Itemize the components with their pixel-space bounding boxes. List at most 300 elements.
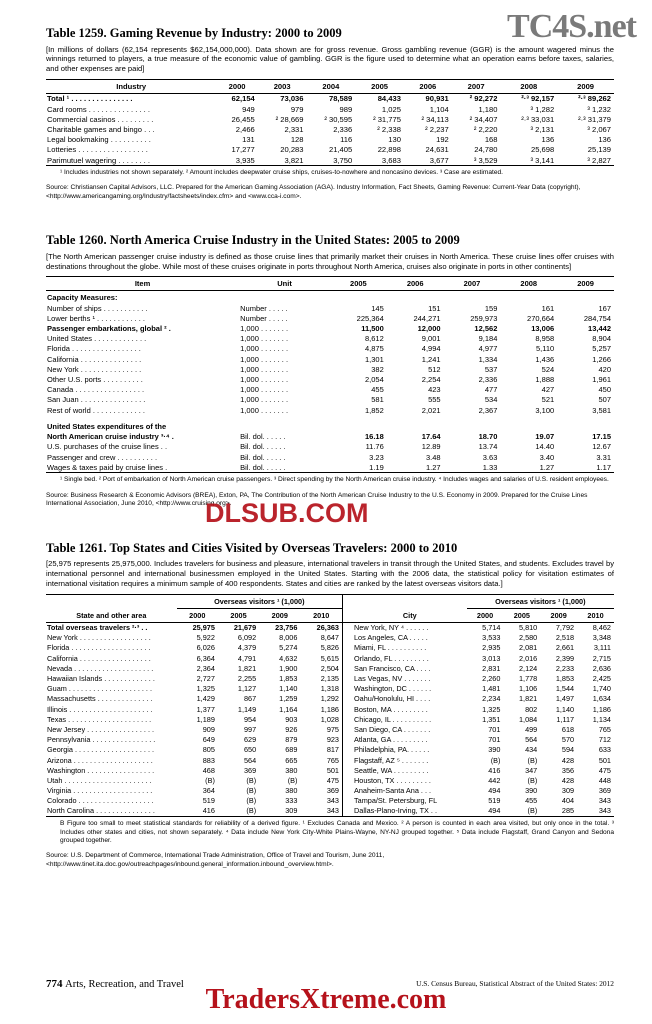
table-1260-title: Table 1260. North America Cruise Industry in the United States: 2005 to 2009: [46, 233, 460, 248]
city-cell-value: 1,821: [518, 694, 538, 704]
cell-value: 2,331: [284, 124, 304, 134]
col-header-year-5: 2007: [467, 81, 485, 91]
cell-value: ³ 3,529: [473, 155, 498, 165]
city-cell-value: 475: [598, 765, 611, 775]
state-cell-value: 369: [243, 765, 257, 775]
cell-value: 84,433: [377, 94, 401, 104]
cell-value: 2,336: [333, 124, 353, 134]
state-cell-value: 1,318: [320, 684, 339, 694]
row-unit: [239, 291, 330, 303]
row-unit: 1,000 . . . . . . .: [240, 364, 289, 374]
state-cell-value: 4,632: [279, 653, 298, 663]
page-number: 774: [46, 978, 63, 990]
state-cell-value: 5,274: [279, 643, 298, 653]
city-cell-value: 428: [561, 775, 575, 785]
cell-value: 16.18: [365, 432, 384, 442]
table-row: [46, 643, 614, 653]
column-divider-cell: [343, 643, 354, 653]
city-cell-value: 7,792: [555, 623, 575, 633]
city-cell-value: 1,544: [555, 684, 575, 694]
city-cell-value: 3,111: [593, 643, 611, 653]
city-cell-value: 2,260: [482, 674, 501, 684]
column-divider-cell: [343, 755, 354, 765]
table-row: [46, 374, 614, 384]
state-label: New York . . . . . . . . . . . . . . . . . .: [47, 633, 151, 643]
city-cell-value: 701: [488, 724, 501, 734]
city-label: Seattle, WA . . . . . . . . .: [354, 765, 429, 775]
cell-value: 19.07: [535, 432, 555, 442]
table-row: [46, 622, 614, 633]
cell-value: 17.15: [592, 432, 611, 442]
cell-value: 116: [340, 135, 353, 145]
city-cell-value: 1,186: [592, 704, 611, 714]
cell-value: 8,958: [535, 334, 555, 344]
state-cell-value: 333: [285, 796, 298, 806]
city-cell-value: (B): [527, 806, 538, 816]
cell-value: 151: [428, 303, 441, 313]
row-unit: 1,000 . . . . . . .: [240, 354, 289, 364]
cell-value: 3,683: [381, 155, 401, 165]
cell-value: 259,973: [470, 313, 498, 323]
cell-value: 21,405: [328, 145, 353, 155]
col-header-c-year-1: 2005: [513, 610, 530, 620]
row-unit: Bil. dol. . . . . .: [240, 442, 286, 452]
city-label: Las Vegas, NV . . . . . . .: [354, 674, 431, 684]
row-unit: 1,000 . . . . . . .: [240, 395, 289, 405]
state-cell-value: 1,186: [320, 704, 339, 714]
cell-value: ³ 2,067: [587, 124, 611, 134]
cell-value: ³ 1,232: [587, 104, 611, 114]
table-1260-footnotes: ¹ Single bed. ² Port of embarkation of North American cruise passengers. ³ Direct spending by the North American cruise industry. ⁴ Includes wages and salaries of U.S. resident employees.: [60, 476, 609, 484]
column-divider-cell: [343, 806, 354, 817]
state-label: Massachusetts . . . . . . . . . . . . . .: [47, 694, 153, 704]
cell-value: 90,931: [425, 94, 449, 104]
state-cell-value: 5,615: [320, 653, 339, 663]
city-cell-value: 8,462: [592, 623, 611, 633]
row-unit: 1,000 . . . . . . .: [240, 324, 289, 333]
state-cell-value: 1,377: [196, 704, 215, 714]
state-cell-value: 805: [202, 745, 215, 755]
col-header-city: City: [402, 610, 417, 620]
cell-value: 192: [436, 135, 449, 145]
row-label: Card rooms . . . . . . . . . . . . . . .: [47, 104, 150, 114]
cell-value: ²·³ 89,262: [578, 94, 611, 104]
cell-value: ² 92,272: [469, 94, 498, 104]
city-cell-value: 2,831: [482, 663, 501, 673]
city-cell-value: 285: [561, 806, 575, 816]
table-row: [46, 755, 614, 765]
cell-value: 3,750: [333, 155, 353, 165]
state-cell-value: 1,189: [196, 714, 215, 724]
row-label: Capacity Measures:: [47, 293, 118, 303]
city-cell-value: 2,233: [555, 663, 575, 673]
city-cell-value: 5,714: [482, 623, 501, 633]
city-cell-value: 1,325: [482, 704, 501, 714]
row-label: Florida . . . . . . . . . . . . . . . . .: [47, 344, 141, 354]
cell-value: 12,562: [474, 324, 498, 333]
table-1261-footnotes: B Figure too small to meet statistical standards for reliability of a derived figure. ¹ Excludes Canada and Mexico. ² A person is counted in each area visited, but only once in the total. ³ Includes other states and cities, not shown separately. ⁴ Data include New York City-White Plains-Wayne, NY-NJ grouped together. ⁵ Data include Flagstaff, Grand Canyon and Sedona grouped together.: [60, 820, 614, 845]
table-row: [46, 462, 614, 473]
row-label: Other U.S. ports . . . . . . . . . .: [47, 374, 143, 384]
state-cell-value: 1,149: [237, 704, 257, 714]
cell-value: 949: [242, 104, 255, 114]
cell-value: 1,025: [381, 104, 401, 114]
cell-value: 3.63: [482, 452, 498, 462]
state-cell-value: 1,821: [237, 663, 257, 673]
city-cell-value: 455: [525, 796, 538, 806]
cell-value: ²·³ 92,157: [521, 94, 555, 104]
cell-value: 3,821: [284, 155, 304, 165]
table-1261: [46, 594, 614, 818]
state-cell-value: 909: [202, 724, 215, 734]
cell-value: 537: [484, 364, 498, 374]
table-row: [46, 653, 614, 663]
state-cell-value: (B): [246, 775, 257, 785]
city-cell-value: 448: [598, 775, 611, 785]
cell-value: 131: [242, 135, 255, 145]
watermark-top-right: TC4S.net: [507, 8, 636, 45]
cell-value: 477: [484, 385, 498, 395]
row-label: Charitable games and bingo . . .: [47, 124, 155, 134]
cell-value: 130: [388, 135, 401, 145]
col-header-state: State and other area: [76, 610, 147, 620]
state-cell-value: 650: [243, 745, 257, 755]
column-divider-cell: [343, 724, 354, 734]
cell-value: 555: [428, 395, 441, 405]
col-header-1260-year-1: 2006: [406, 279, 424, 289]
cell-value: 1.17: [596, 462, 611, 472]
cell-value: 9,184: [478, 334, 498, 344]
city-cell-value: 633: [598, 745, 611, 755]
row-label: Canada . . . . . . . . . . . . . . . . .: [47, 385, 145, 395]
state-cell-value: 689: [285, 745, 298, 755]
cell-value: 1,180: [478, 104, 498, 114]
table-row: [46, 114, 614, 124]
table-1261-headnote: [25,975 represents 25,975,000. Includes travelers for business and pleasure, international travelers in transit through the United States, and students. Excludes travel by international personnel and international businessmen employed in the United States. Starting with the 2006 data, the statistical policy for visitation estimates of international visitation requires a minimum sample of 400 respondents. States and cities are ranked by the latest overseas visitors data.]: [46, 559, 614, 588]
state-cell-value: 1,164: [279, 704, 298, 714]
city-cell-value: (B): [527, 775, 538, 785]
city-cell-value: 2,580: [518, 633, 538, 643]
city-cell-value: 1,117: [556, 714, 575, 724]
state-cell-value: 997: [243, 724, 257, 734]
state-cell-value: 23,756: [275, 623, 298, 633]
city-label: Flagstaff, AZ ⁵ . . . . . . .: [354, 755, 429, 765]
row-label: San Juan . . . . . . . . . . . . . . . .: [47, 395, 146, 405]
cell-value: 423: [428, 385, 441, 395]
cell-value: 2,021: [421, 405, 441, 415]
cell-value: 13.74: [478, 442, 498, 452]
col-header-item: Item: [134, 279, 151, 289]
row-label: North American cruise industry ³·⁴ .: [47, 432, 174, 442]
state-cell-value: 475: [326, 775, 339, 785]
table-row: [46, 432, 614, 442]
state-cell-value: 1,853: [279, 674, 298, 684]
state-cell-value: 1,292: [320, 694, 339, 704]
state-cell-value: 6,092: [237, 633, 257, 643]
table-1260-section: [46, 233, 614, 508]
state-cell-value: 8,647: [320, 633, 339, 643]
cell-value: ² 31,775: [373, 114, 401, 124]
cell-value: 128: [290, 135, 304, 145]
state-cell-value: 468: [202, 765, 215, 775]
table-row: [46, 124, 614, 134]
cell-value: [330, 420, 387, 432]
state-cell-value: 765: [326, 755, 339, 765]
row-unit: Bil. dol. . . . . .: [240, 432, 286, 442]
cell-value: 420: [598, 364, 611, 374]
cell-value: ³ 2,827: [587, 155, 611, 165]
table-1261-source: Source: U.S. Department of Commerce, International Trade Administration, Office of Travel and Tourism, June 2011, <http://www.tinet.ita.doc.gov/outreachpages/inbound.general_information.inbound_overview.html>.: [46, 852, 385, 868]
row-label: Lotteries . . . . . . . . . . . . . . . . .: [47, 145, 148, 155]
table-row: [46, 704, 614, 714]
cell-value: ² 34,407: [469, 114, 498, 124]
city-cell-value: 1,084: [518, 714, 538, 724]
state-cell-value: 2,364: [196, 663, 215, 673]
cell-value: 11,500: [361, 324, 384, 333]
col-header-1260-year-3: 2008: [520, 279, 538, 289]
state-cell-value: 903: [285, 714, 298, 724]
city-cell-value: 1,634: [592, 694, 611, 704]
table-row: [46, 796, 614, 806]
table-row: [46, 354, 614, 364]
state-cell-value: 5,922: [196, 633, 215, 643]
cell-value: 2,254: [421, 374, 441, 384]
column-divider-cell: [343, 684, 354, 694]
state-cell-value: 975: [326, 724, 339, 734]
row-label: Parimutuel wagering . . . . . . . .: [47, 155, 150, 165]
city-cell-value: 1,351: [482, 714, 501, 724]
city-cell-value: 309: [561, 786, 575, 796]
table-row: [46, 673, 614, 683]
watermark-bottom: TradersXtreme.com: [205, 984, 447, 1015]
table-1259-source: Source: Christiansen Capital Advisors, LLC. Prepared for the American Gaming Association (AGA). Industry Information, Fact Sheets, Gaming Revenue: Current-Year Data (copyright), <http://www.americangaming.org/Industry/factsheets/index.cfm> and <www.cca-i.com>.: [46, 184, 581, 200]
state-label: Utah . . . . . . . . . . . . . . . . . . . . . .: [47, 775, 152, 785]
col-header-year-4: 2006: [419, 81, 437, 91]
city-label: New York, NY ⁴ . . . . . .: [354, 623, 429, 633]
table-row: [46, 395, 614, 405]
cell-value: 136: [598, 135, 611, 145]
cell-value: 512: [428, 364, 441, 374]
cell-value: 8,904: [592, 334, 611, 344]
city-label: Orlando, FL . . . . . . . . .: [354, 653, 429, 663]
table-row: [46, 694, 614, 704]
table-row: [46, 334, 614, 344]
cell-value: 22,898: [377, 145, 401, 155]
col-header-year-6: 2008: [520, 81, 538, 91]
table-1260-headnote: [The North American passenger cruise industry is defined as those cruise lines that primarily market their cruises in North America. These cruise lines offer cruises with destinations throughout the globe. While most of these cruises originate in ports throughout North America, cruises also originate in ports in other continents]: [46, 252, 614, 271]
state-cell-value: 380: [285, 786, 298, 796]
state-label: Georgia . . . . . . . . . . . . . . . . . . . .: [47, 745, 155, 755]
col-header-1260-year-0: 2005: [350, 279, 367, 289]
state-cell-value: 817: [326, 745, 339, 755]
state-cell-value: 926: [285, 724, 298, 734]
city-cell-value: 765: [598, 724, 611, 734]
table-row: [46, 786, 614, 796]
col-header-1260-year-4: 2009: [577, 279, 594, 289]
cell-value: 62,154: [231, 94, 255, 104]
city-cell-value: 2,124: [518, 663, 538, 673]
city-label: Atlanta, GA . . . . . . . . .: [354, 735, 428, 745]
cell-value: 8,612: [365, 334, 384, 344]
city-label: Oahu/Honolulu, HI . . . .: [354, 694, 431, 704]
state-cell-value: (B): [246, 786, 257, 796]
cell-value: 1.19: [369, 462, 384, 472]
state-label: Pennsylvania . . . . . . . . . . . . . . . .: [47, 735, 156, 745]
cell-value: 507: [598, 395, 611, 405]
cell-value: ² 28,669: [275, 114, 304, 124]
state-cell-value: 364: [202, 786, 215, 796]
column-divider-cell: [343, 745, 354, 755]
row-unit: [239, 420, 330, 432]
state-label: New Jersey . . . . . . . . . . . . . . . . .: [47, 724, 155, 734]
table-row: [46, 806, 614, 817]
table-1259-section: [46, 26, 614, 201]
cell-value: [387, 291, 444, 303]
city-cell-value: 3,533: [482, 633, 501, 643]
column-divider-cell: [343, 622, 354, 633]
row-unit: 1,000 . . . . . . .: [240, 334, 289, 344]
cell-value: 17.64: [421, 432, 441, 442]
col-header-year-0: 2000: [228, 81, 246, 91]
state-cell-value: 2,504: [320, 663, 339, 673]
row-label: Rest of world . . . . . . . . . . . . .: [47, 405, 145, 415]
state-cell-value: 1,900: [279, 663, 298, 673]
cell-value: ² 2,237: [425, 124, 449, 134]
city-cell-value: 2,935: [482, 643, 501, 653]
table-row: [46, 765, 614, 775]
cell-value: 581: [371, 395, 384, 405]
col-header-year-3: 2005: [371, 81, 389, 91]
state-cell-value: 25,975: [192, 623, 215, 633]
state-cell-value: 1,429: [196, 694, 215, 704]
state-cell-value: 1,325: [196, 684, 215, 694]
table-row: [46, 420, 614, 432]
state-cell-value: 26,363: [316, 623, 339, 633]
cell-value: 1,436: [535, 354, 555, 364]
table-row: [46, 364, 614, 374]
city-label: San Diego, CA . . . . . . .: [354, 724, 431, 734]
city-cell-value: 1,106: [518, 684, 538, 694]
state-cell-value: 4,379: [237, 643, 257, 653]
state-cell-value: 1,127: [237, 684, 257, 694]
cell-value: 3.31: [596, 452, 611, 462]
row-label: Total ¹ . . . . . . . . . . . . . . .: [47, 94, 133, 104]
city-cell-value: 2,425: [592, 674, 611, 684]
city-cell-value: 2,016: [518, 653, 538, 663]
city-cell-value: 1,481: [482, 684, 501, 694]
table-row: [46, 442, 614, 452]
table-row: [46, 385, 614, 395]
row-label: Wages & taxes paid by cruise lines .: [47, 462, 168, 472]
cell-value: 270,664: [527, 313, 555, 323]
city-cell-value: 2,661: [555, 643, 575, 653]
city-cell-value: 494: [488, 786, 501, 796]
cell-value: 534: [484, 395, 498, 405]
cell-value: 3.40: [539, 452, 555, 462]
state-cell-value: 6,026: [196, 643, 215, 653]
cell-value: 18.70: [478, 432, 498, 442]
cell-value: 1,301: [365, 354, 384, 364]
cell-value: 13,442: [588, 324, 611, 333]
city-cell-value: 712: [598, 735, 611, 745]
table-row: [46, 155, 614, 166]
row-label: California . . . . . . . . . . . . . . .: [47, 354, 142, 364]
cell-value: 1,241: [421, 354, 441, 364]
table-row: [46, 291, 614, 303]
cell-value: 979: [290, 104, 304, 114]
state-cell-value: 4,791: [237, 653, 257, 663]
city-cell-value: 3,013: [482, 653, 501, 663]
cell-value: 1.27: [425, 462, 441, 472]
city-label: Anaheim-Santa Ana . . .: [354, 786, 432, 796]
table-row: [46, 633, 614, 643]
city-cell-value: 5,810: [518, 623, 538, 633]
city-cell-value: 343: [598, 796, 611, 806]
row-label: United States . . . . . . . . . . . . .: [47, 334, 147, 344]
cell-value: ² 2,220: [473, 124, 498, 134]
city-cell-value: 1,778: [518, 674, 538, 684]
col-header-year-1: 2003: [273, 81, 291, 91]
state-cell-value: 879: [285, 735, 298, 745]
table-row: [46, 724, 614, 734]
city-label: Tampa/St. Petersburg, FL: [354, 796, 438, 806]
state-cell-value: 2,255: [237, 674, 257, 684]
cell-value: 145: [371, 303, 384, 313]
row-unit: 1,000 . . . . . . .: [240, 405, 289, 415]
cell-value: [500, 291, 557, 303]
cell-value: ³ 3,141: [530, 155, 555, 165]
cell-value: ² 34,113: [421, 114, 449, 124]
city-cell-value: 404: [561, 796, 575, 806]
table-1260-source: Source: Business Research & Economic Advisors (BREA), Exton, PA, The Contribution of the North American Cruise Industry to the U.S. Economy in 2009. Prepared for the Cruise Lines International Association, June 2010, <http://www.cruising.org>.: [46, 491, 588, 508]
column-divider-cell: [343, 796, 354, 806]
column-divider-cell: [343, 714, 354, 724]
state-cell-value: 369: [326, 786, 339, 796]
state-cell-value: 954: [243, 714, 257, 724]
cell-value: 78,589: [328, 94, 353, 104]
state-cell-value: 5,826: [320, 643, 339, 653]
cell-value: 167: [598, 303, 611, 313]
city-cell-value: 2,234: [482, 694, 501, 704]
city-cell-value: 1,134: [592, 714, 611, 724]
cell-value: 12.67: [592, 442, 611, 452]
col-header-1260-year-2: 2007: [463, 279, 481, 289]
cell-value: 450: [598, 385, 611, 395]
state-label: California . . . . . . . . . . . . . . . . . .: [47, 653, 151, 663]
cell-value: 25,698: [530, 145, 555, 155]
cell-value: ³ 2,131: [530, 124, 555, 134]
state-cell-value: 1,259: [279, 694, 298, 704]
column-divider-cell: [343, 775, 354, 785]
cell-value: 1.33: [482, 462, 498, 472]
city-cell-value: 501: [598, 755, 611, 765]
city-cell-value: 570: [561, 735, 575, 745]
row-unit: Number . . . . .: [240, 313, 288, 323]
cell-value: 3,935: [235, 155, 255, 165]
state-cell-value: 380: [285, 765, 298, 775]
state-cell-value: 883: [202, 755, 215, 765]
col-header-s-year-0: 2000: [189, 610, 206, 620]
cell-value: 3,677: [429, 155, 449, 165]
city-cell-value: 1,740: [592, 684, 611, 694]
cell-value: 9,001: [421, 334, 441, 344]
col-header-industry: Industry: [116, 81, 147, 91]
city-cell-value: 2,518: [555, 633, 575, 643]
footer-section: Arts, Recreation, and Travel: [65, 979, 184, 990]
city-cell-value: 416: [488, 765, 501, 775]
row-unit: 1,000 . . . . . . .: [240, 374, 289, 384]
city-cell-value: 2,081: [518, 643, 538, 653]
